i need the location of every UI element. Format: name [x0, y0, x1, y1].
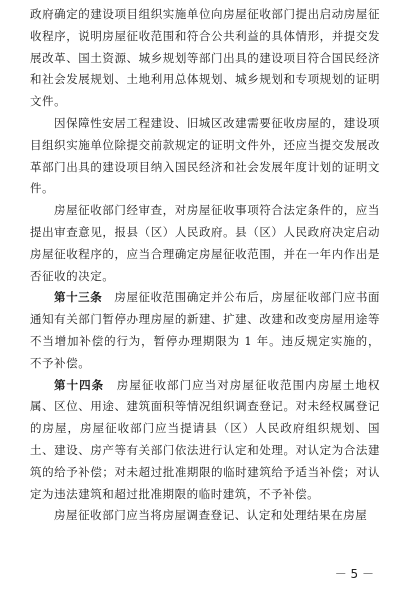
article-13-text: 房屋征收范围确定并公布后，房屋征收部门应书面通知有关部门暂停办理房屋的新建、扩建、改建和改变房屋用途等不当增加补偿的行为，暂停办理期限为 1 年。违反规定实施的，不予补偿。 — [30, 290, 381, 370]
paragraph-3 — [30, 200, 380, 287]
document-page — [30, 4, 380, 527]
paragraph-6-text: 房屋征收部门应当将房屋调查登记、认定和处理结果在房屋 — [54, 508, 368, 523]
article-14-number: 第十四条 — [54, 377, 105, 392]
paragraph-2 — [30, 113, 380, 200]
page-number: － 5 － — [334, 567, 374, 581]
article-13-paragraph — [30, 287, 380, 374]
paragraph-2-text: 因保障性安居工程建设、旧城区改建需要征收房屋的，建设项目组织实施单位除提交前款规定的证明文件外，还应当提交发展改革部门出具的建设项目纳入国民经济和社会发展年度计划的证明文件。 — [30, 115, 380, 196]
article-14-paragraph — [30, 375, 380, 506]
paragraph-3-text: 房屋征收部门经审查，对房屋征收事项符合法定条件的，应当提出审查意见，报县（区）人民政府。县（区）人民政府决定启动房屋征收程序的，应当合理确定房屋征收范围，并在一年内作出是否征收的决定。 — [30, 203, 380, 283]
article-13-number: 第十三条 — [54, 290, 103, 305]
paragraph-6 — [30, 505, 380, 527]
paragraph-1-text: 政府确定的建设项目组织实施单位向房屋征收部门提出启动房屋征收程序，说明房屋征收范围和符合公共利益的具体情形，并提交发展改革、国土资源、城乡规划等部门出具的建设项目符合国民经济和社会发展规划、土地利用总体规划、城乡规划和专项规划的证明文件。 — [30, 7, 380, 109]
article-14-text: 房屋征收部门应当对房屋征收范围内房屋土地权属、区位、用途、建筑面积等情况组织调查登记。对未经权属登记的房屋，房屋征收部门应当提请县（区）人民政府组织规划、国土、建设、房产等有关部门依法进行认定和处理。对认定为合法建筑的给予补偿；对未超过批准期限的临时建筑给予适当补偿；对认定为违法建筑和超过批准期限的临时建筑，不予补偿。 — [30, 377, 380, 501]
paragraph-1 — [30, 4, 380, 113]
